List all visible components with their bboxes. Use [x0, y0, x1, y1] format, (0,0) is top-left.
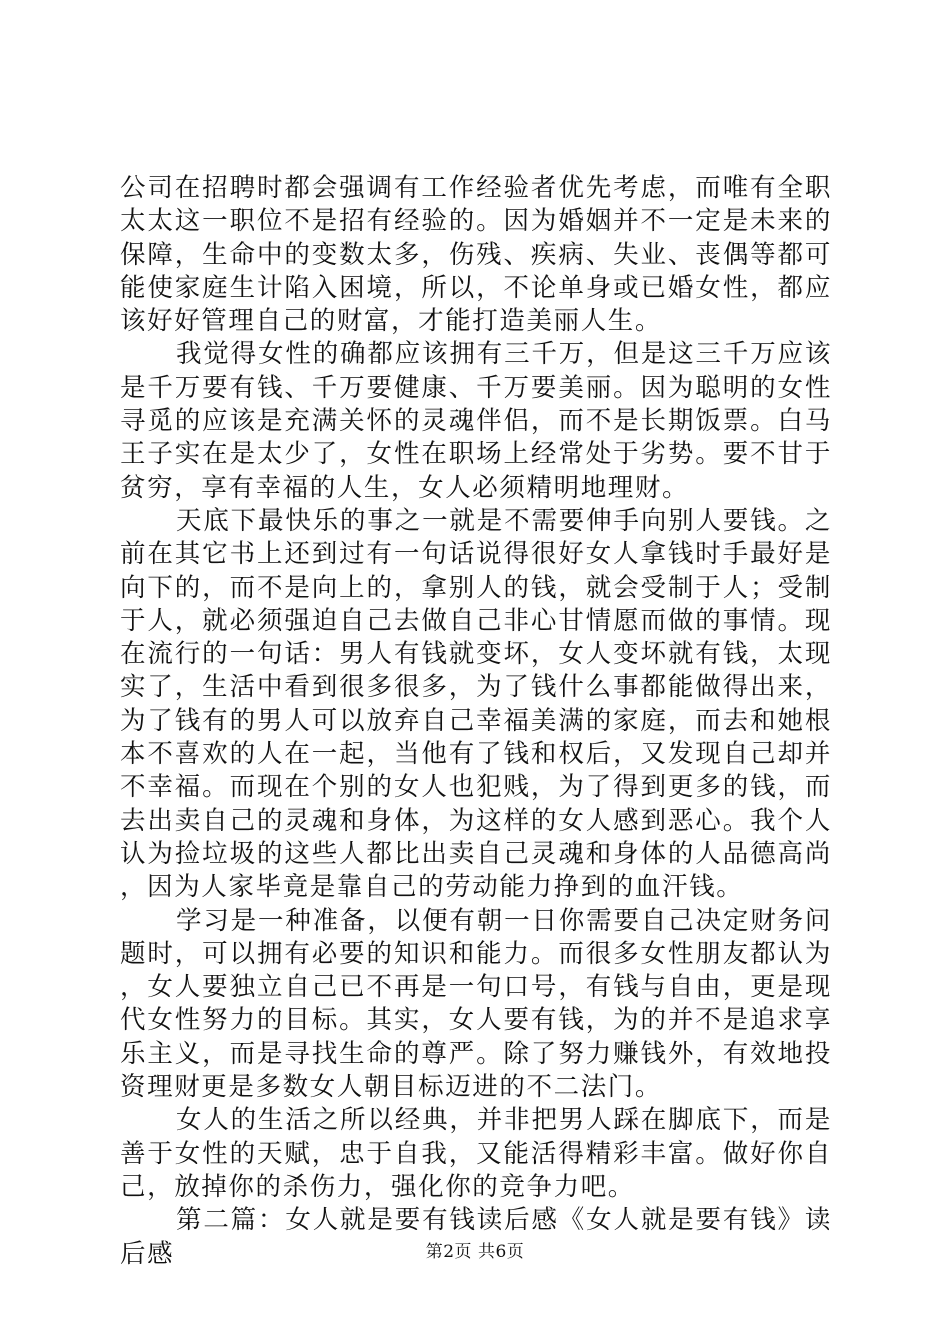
section-heading-paragraph: 第二篇：女人就是要有钱读后感《女人就是要有钱》读后感	[120, 1205, 832, 1269]
paragraph-2: 我觉得女性的确都应该拥有三千万，但是这三千万应该是千万要有钱、千万要健康、千万要美丽。因为聪明的女性寻觅的应该是充满关怀的灵魂伴侣，而不是长期饭票。白马王子实在是太少了，女性在职场上经常处于劣势。要不甘于贫穷，享有幸福的人生，女人必须精明地理财。	[120, 339, 832, 503]
paragraph-3: 天底下最快乐的事之一就是不需要伸手向别人要钱。之前在其它书上还到过有一句话说得很好女人拿钱时手最好是向下的，而不是向上的，拿别人的钱，就会受制于人；受制于人，就必须强迫自己去做自己非心甘情愿而做的事情。现在流行的一句话：男人有钱就变坏，女人变坏就有钱，太现实了，生活中看到很多很多，为了钱什么事都能做得出来，为了钱有的男人可以放弃自己幸福美满的家庭，而去和她根本不喜欢的人在一起，当他有了钱和权后，又发现自己却并不幸福。而现在个别的女人也犯贱，为了得到更多的钱，而去出卖自己的灵魂和身体，为这样的女人感到恶心。我个人认为捡垃圾的这些人都比出卖自己灵魂和身体的人品德高尚，因为人家毕竟是靠自己的劳动能力挣到的血汗钱。	[120, 505, 832, 903]
document-body	[120, 172, 832, 1271]
page-number-footer: 第2页 共6页	[425, 1242, 525, 1262]
paragraph-4: 学习是一种准备，以便有朝一日你需要自己决定财务问题时，可以拥有必要的知识和能力。而很多女性朋友都认为，女人要独立自己已不再是一句口号，有钱与自由，更是现代女性努力的目标。其实，女人要有钱，为的并不是追求享乐主义，而是寻找生命的尊严。除了努力赚钱外，有效地投资理财更是多数女人朝目标迈进的不二法门。	[120, 905, 832, 1103]
paragraph-5: 女人的生活之所以经典，并非把男人踩在脚底下，而是善于女性的天赋，忠于自我，又能活得精彩丰富。做好你自己，放掉你的杀伤力，强化你的竞争力吧。	[120, 1105, 832, 1202]
paragraph-1: 公司在招聘时都会强调有工作经验者优先考虑，而唯有全职太太这一职位不是招有经验的。因为婚姻并不一定是未来的保障，生命中的变数太多，伤残、疾病、失业、丧偶等都可能使家庭生计陷入困境，所以，不论单身或已婚女性，都应该好好管理自己的财富，才能打造美丽人生。	[120, 173, 832, 337]
